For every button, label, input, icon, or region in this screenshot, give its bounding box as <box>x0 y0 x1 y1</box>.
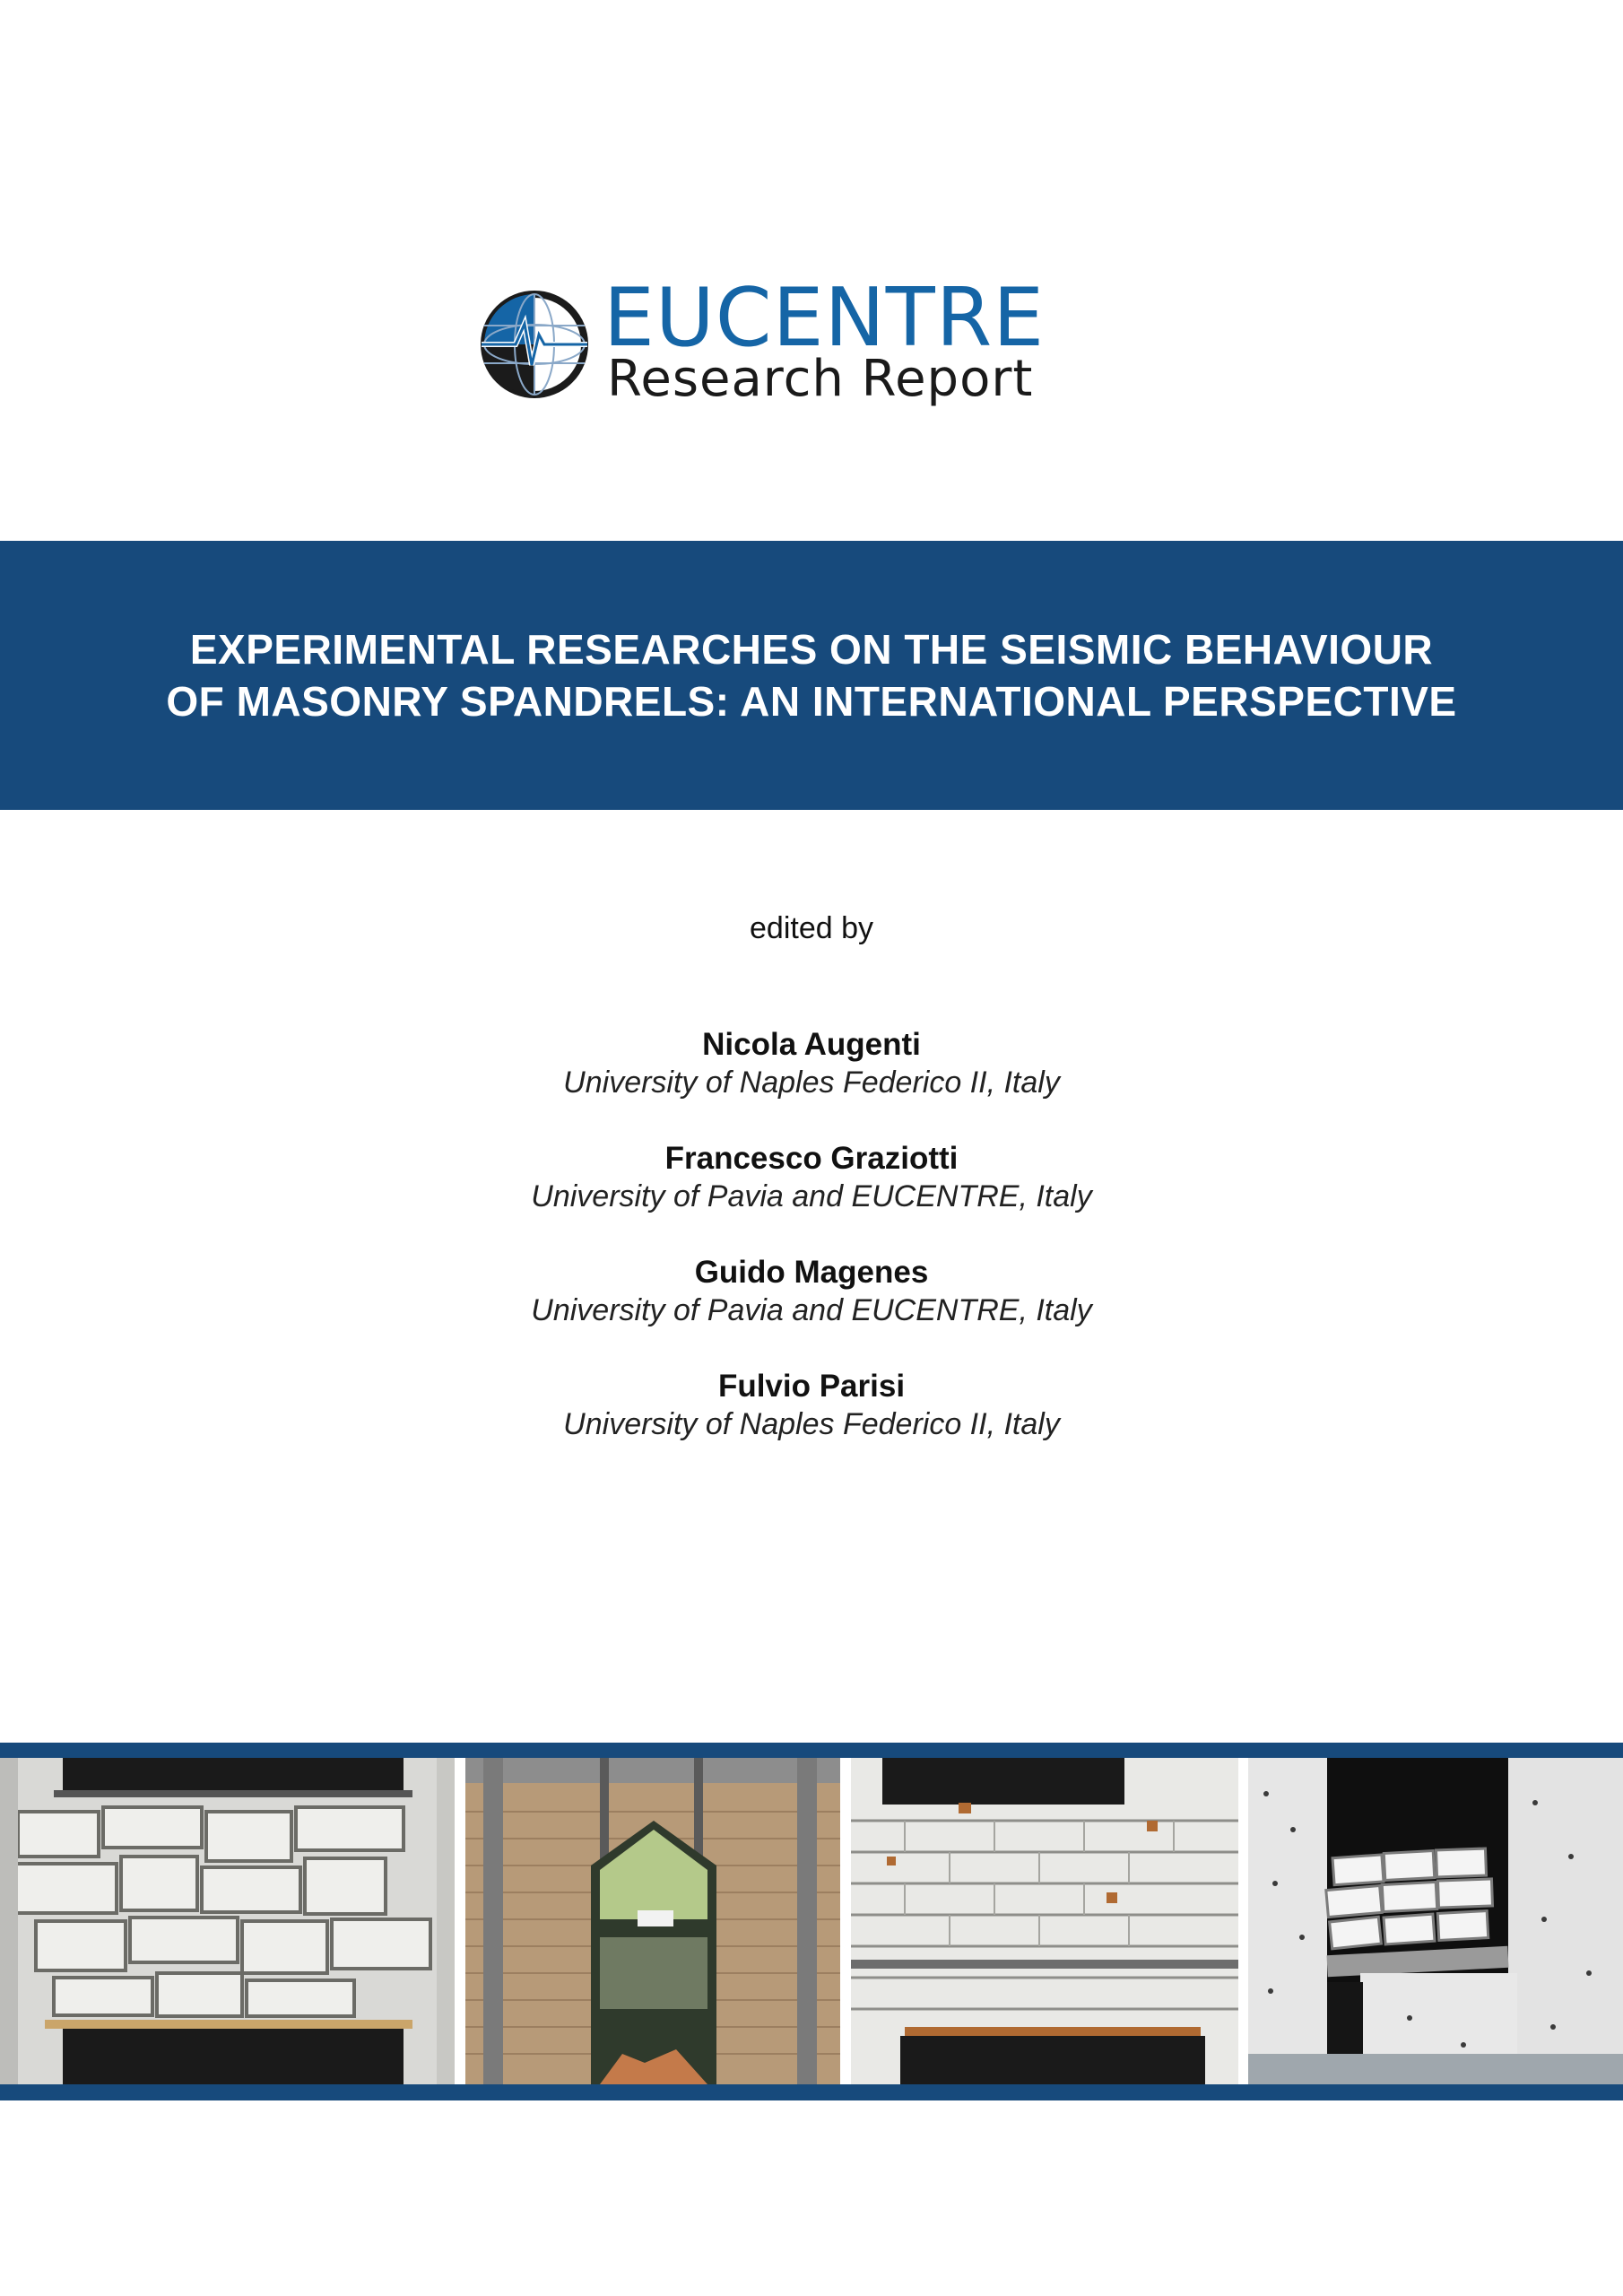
photo-strip <box>0 1758 1623 2084</box>
editor-name: Francesco Graziotti <box>664 1141 959 1176</box>
white-brick-spandrel-photo <box>851 1758 1238 2084</box>
title-band <box>0 541 1623 810</box>
photo-strip-bottom-rule <box>0 2084 1623 2100</box>
editor-entry <box>0 1254 1623 1329</box>
editor-affiliation: University of Naples Federico II, Italy <box>563 1065 1060 1100</box>
photo-strip-top-rule <box>0 1743 1623 1758</box>
logo-subtitle: Research Report <box>607 350 1034 408</box>
stone-masonry-spandrel-photo <box>0 1758 455 2084</box>
editor-affiliation: University of Naples Federico II, Italy <box>563 1407 1060 1441</box>
editor-name: Guido Magenes <box>694 1255 929 1290</box>
block-spandrel-failure-photo <box>1248 1758 1623 2084</box>
report-title-line-2: OF MASONRY SPANDRELS: AN INTERNATIONAL PERSPECTIVE <box>166 678 1457 725</box>
globe-seismograph-icon <box>480 290 589 399</box>
editor-name: Fulvio Parisi <box>717 1369 906 1404</box>
editor-affiliation: University of Pavia and EUCENTRE, Italy <box>531 1179 1092 1213</box>
brick-spandrel-test-rig-photo <box>465 1758 840 2084</box>
editors-list <box>0 1026 1623 1482</box>
edited-by-label: edited by <box>750 911 873 945</box>
editor-name: Nicola Augenti <box>702 1027 921 1062</box>
eucentre-logo <box>480 271 1161 408</box>
editor-entry <box>0 1140 1623 1215</box>
report-title-line-1: EXPERIMENTAL RESEARCHES ON THE SEISMIC BEHAVIOUR <box>189 626 1434 673</box>
logo-title: EUCENTRE <box>603 271 1046 365</box>
editor-affiliation: University of Pavia and EUCENTRE, Italy <box>531 1293 1092 1327</box>
editor-entry <box>0 1026 1623 1101</box>
editor-entry <box>0 1368 1623 1443</box>
